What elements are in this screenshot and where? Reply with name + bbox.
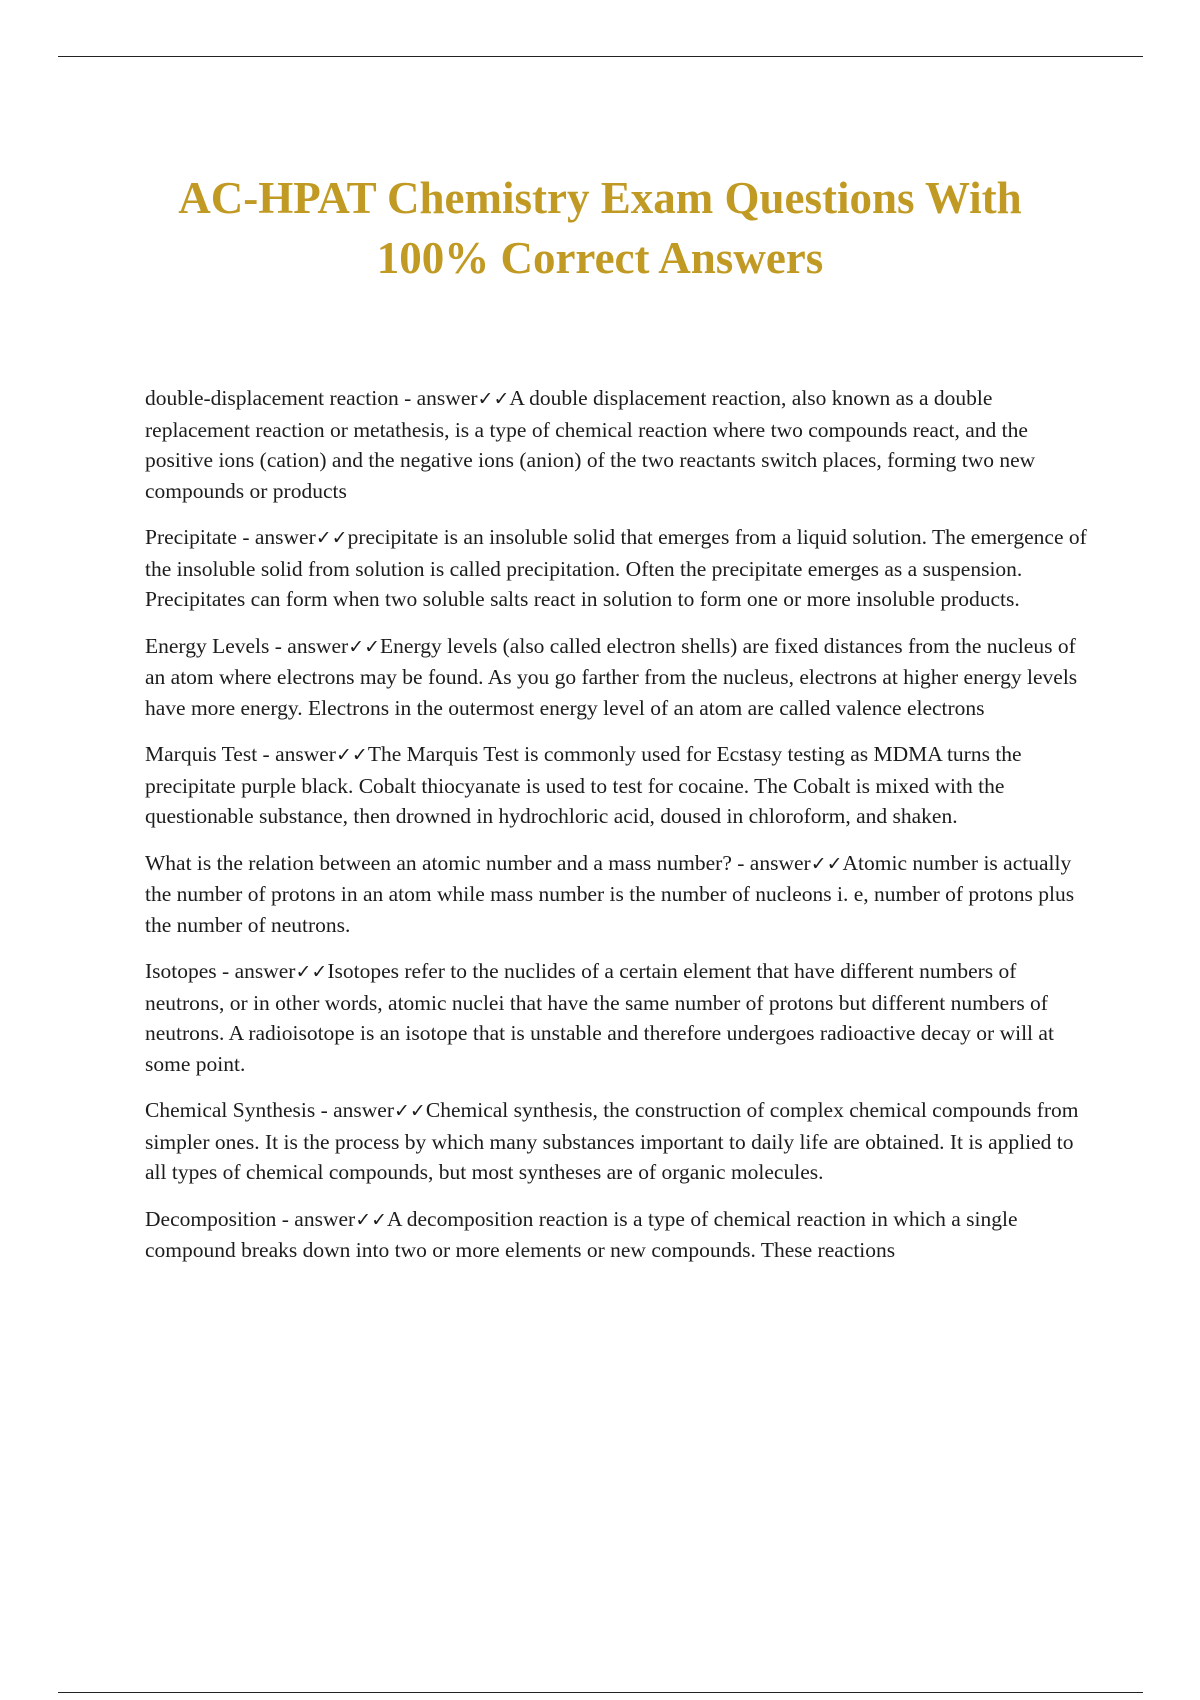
qa-list xyxy=(145,383,1090,1282)
entry-separator: - answer xyxy=(236,525,316,549)
entry-term: What is the relation between an atomic number and a mass number? xyxy=(145,850,732,875)
entry-separator: - answer xyxy=(731,850,811,875)
qa-entry xyxy=(145,1204,1090,1266)
entry-term: Precipitate xyxy=(145,525,237,549)
document-title xyxy=(100,168,1100,288)
entry-answer: A decomposition reaction is a type of chemical reaction in which a single compound breaks down into two or more elements or new compounds. These reactions xyxy=(145,1206,1018,1262)
entry-answer: Chemical synthesis, the construction of complex chemical compounds from simpler ones. It is the process by which many substances important to daily life are obtained. It is applied to all types of chemical compounds, but most syntheses are of organic molecules. xyxy=(145,1098,1079,1184)
qa-entry xyxy=(145,522,1090,615)
double-check-icon: ✓✓ xyxy=(315,527,348,549)
entry-term: Energy Levels xyxy=(145,633,270,658)
double-check-icon: ✓✓ xyxy=(477,388,510,410)
qa-entry xyxy=(145,383,1090,506)
entry-answer: The Marquis Test is commonly used for Ecstasy testing as MDMA turns the precipitate purple black. Cobalt thiocyanate is used to test for cocaine. The Cobalt is mixed with the questionable substance, then drowned in hydrochloric acid, doused in chloroform, and shaken. xyxy=(145,742,1022,828)
entry-term: Marquis Test xyxy=(145,742,258,766)
entry-term: Decomposition xyxy=(145,1206,277,1231)
entry-term: double-displacement reaction xyxy=(145,386,399,410)
double-check-icon: ✓✓ xyxy=(295,961,328,983)
entry-term: Chemical Synthesis xyxy=(145,1098,316,1122)
entry-answer: Atomic number is actually the number of protons in an atom while mass number is the number of nucleons i. e, number of protons plus the number of neutrons. xyxy=(145,850,1075,937)
entry-separator: - answer xyxy=(257,742,336,766)
entry-separator: - answer xyxy=(269,633,349,658)
qa-entry xyxy=(145,631,1090,724)
entry-separator: - answer xyxy=(276,1206,356,1231)
bottom-rule xyxy=(58,1692,1143,1693)
double-check-icon: ✓✓ xyxy=(335,744,368,766)
entry-answer: Isotopes refer to the nuclides of a certain element that have different numbers of neutrons, or in other words, atomic nuclei that have the same number of protons but different numbers of neutrons. A radioisotope is an isotope that is unstable and therefore undergoes radioactive decay or will at some point. xyxy=(145,959,1054,1076)
qa-entry xyxy=(145,956,1090,1079)
entry-separator: - answer xyxy=(315,1098,395,1122)
qa-entry xyxy=(145,848,1090,941)
title-line-2: 100% Correct Answers xyxy=(376,233,824,283)
double-check-icon: ✓✓ xyxy=(394,1100,426,1122)
entry-answer: A double displacement reaction, also known as a double replacement reaction or metathesis, is a type of chemical reaction where two compounds react, and the positive ions (cation) and the negative ions (anion) of the two reactants switch places, forming two new compounds or products xyxy=(145,386,1036,503)
entry-separator: - answer xyxy=(398,386,478,410)
double-check-icon: ✓✓ xyxy=(355,1208,388,1231)
qa-entry xyxy=(145,1095,1090,1188)
entry-separator: - answer xyxy=(216,959,296,983)
top-rule xyxy=(58,56,1143,57)
title-line-1: AC-HPAT Chemistry Exam Questions With xyxy=(178,173,1022,223)
entry-term: Isotopes xyxy=(145,959,217,983)
entry-answer: Energy levels (also called electron shells) are fixed distances from the nucleus of an atom where electrons may be found. As you go farther from the nucleus, electrons at higher energy levels have more energy. Electrons in the outermost energy level of an atom are called valence electrons xyxy=(145,633,1078,720)
double-check-icon: ✓✓ xyxy=(810,852,843,875)
double-check-icon: ✓✓ xyxy=(348,635,381,658)
qa-entry xyxy=(145,739,1090,832)
entry-answer: precipitate is an insoluble solid that emerges from a liquid solution. The emergence of the insoluble solid from solution is called precipitation. Often the precipitate emerges as a suspension. Precipitates can form when two soluble salts react in solution to form one or more insoluble products. xyxy=(145,525,1087,611)
